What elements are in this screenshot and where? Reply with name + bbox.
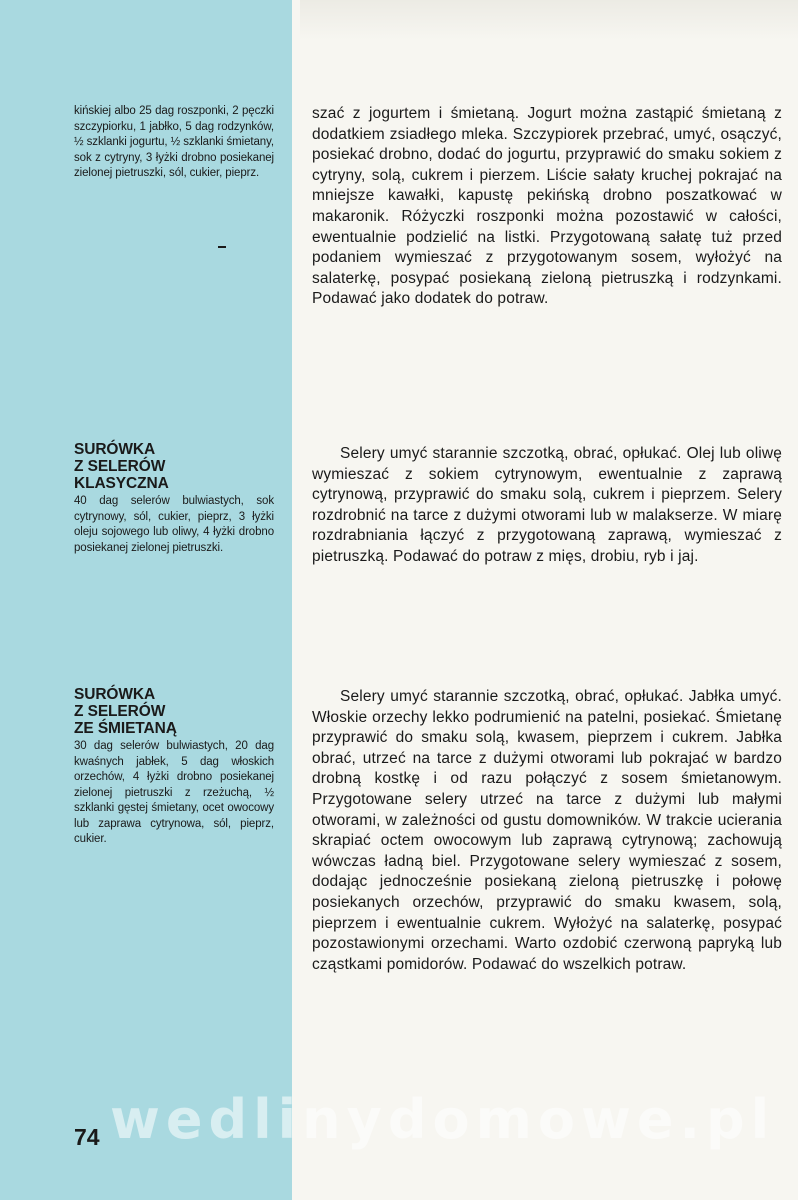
- recipe-3-sidebar: [74, 686, 274, 848]
- recipe-3-title: SURÓWKA Z SELERÓW ZE ŚMIETANĄ: [74, 686, 177, 737]
- recipe-1-instructions: szać z jogurtem i śmietaną. Jogurt można zastąpić śmietaną z dodatkiem zsiadłego mleka. Szczypiorek przebrać, umyć, osączyć, posiekać drobno, dodać do jogurtu, przyprawić do smaku sokiem z cytryny, solą, cukrem i pierzem. Liście sałaty kruchej pokrajać na mniejsze kawałki, kapustę pekińską drobno poszatkować w makaronik. Różyczki roszponki można pozostawić w całości, ewentualnie podzielić na listki. Przygotowaną sałatę tuż przed podaniem wymieszać z przygotowanym sosem, wyłożyć na salaterkę, posypać posiekaną zieloną pietruszką i rodzynkami. Podawać jako dodatek do potraw.: [312, 105, 782, 308]
- page-number: 74: [74, 1124, 100, 1150]
- recipe-2-title: SURÓWKA Z SELERÓW KLASYCZNA: [74, 441, 169, 492]
- recipe-3-instructions: Selery umyć starannie szczotką, obrać, opłukać. Jabłka umyć. Włoskie orzechy lekko podrumienić na patelni, posiekać. Śmietanę przyprawić do smaku solą, kwasem, pieprzem i cukrem. Jabłka obrać, utrzeć na tarce z dużymi otworami lub pokrajać w bardzo drobną kostkę i od razu połączyć z sosem śmietanowym. Przygotowane selery utrzeć na tarce z dużymi lub małymi otworami, w zależności od gustu domowników. W trakcie ucierania skrapiać octem owocowym lub zaprawą cytrynową; zachowują wówczas ładną biel. Przygotowane selery wymieszać z sosem, dodając jednocześnie posiekaną zieloną pietruszkę i połowę posiekanych orzechów, przyprawić do smaku kwasem, solą, pieprzem i ewentualnie cukrem. Wyłożyć na salaterkę, posypać pozostawionymi orzechami. Warto ozdobić czerwoną papryką lub cząstkami pomidorów. Podawać do wszelkich potraw.: [312, 688, 782, 973]
- recipe-2-sidebar: [74, 441, 274, 556]
- watermark: wedlinydomowe.pl: [110, 1088, 776, 1151]
- decorative-dash: [218, 246, 226, 248]
- recipe-2-ingredients: 40 dag selerów bulwiastych, sok cytrynowy, sól, cukier, pieprz, 3 łyżki oleju sojowego lub oliwy, 4 łyżki drobno posiekanej zielonej pietruszki.: [74, 495, 274, 554]
- recipe-1-ingredients: [74, 104, 274, 182]
- ingredients-text: kińskiej albo 25 dag roszponki, 2 pęczki szczypiorku, 1 jabłko, 5 dag rodzynków, ½ szklanki jogurtu, ½ szklanki śmietany, sok z cytryny, 3 łyżki drobno posiekanej zielonej pietruszki, sól, cukier, pieprz.: [74, 105, 274, 179]
- page-top-shadow: [300, 0, 798, 40]
- recipe-3-ingredients: 30 dag selerów bulwiastych, 20 dag kwaśnych jabłek, 5 dag włoskich orzechów, 4 łyżki drobno posiekanej zielonej pietruszki z rzeżuchą, ½ szklanki gęstej śmietany, ocet owocowy lub zaprawa cytrynowa, sól, pieprz, cukier.: [74, 740, 274, 845]
- recipe-2-instructions: Selery umyć starannie szczotką, obrać, opłukać. Olej lub oliwę wymieszać z sokiem cytrynowym, ewentualnie z zaprawą cytrynową, przyprawić do smaku solą, cukrem i pieprzem. Selery rozdrobnić na tarce z dużymi otworami lub w malakserze. W miarę rozdrabniania łączyć z przygotowaną zaprawą, wymieszać z pietruszką. Podawać do potraw z mięs, drobiu, ryb i jaj.: [312, 445, 782, 565]
